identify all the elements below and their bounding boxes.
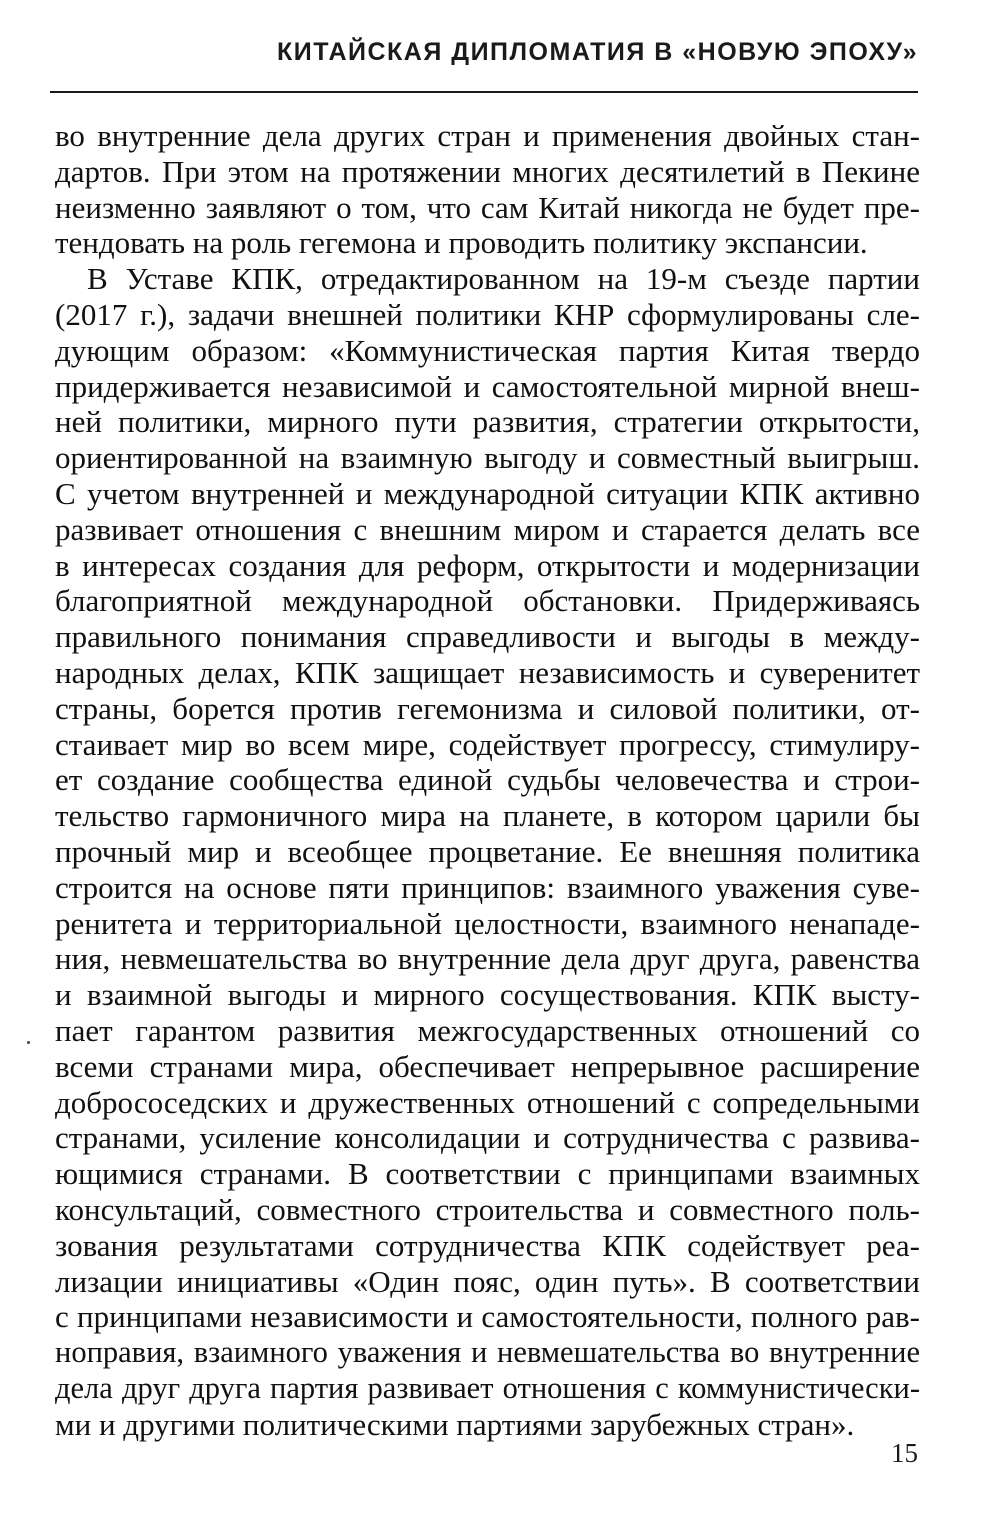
text-line: дующим образом: «Коммунистическая партия Китая твердо xyxy=(55,332,920,368)
text-line: в интересах создания для реформ, открытости и модернизации xyxy=(55,547,920,583)
text-line: В Уставе КПК, отредактированном на 19-м съезде партии xyxy=(87,261,920,297)
text-line: правильного понимания справедливости и выгоды в между- xyxy=(55,619,920,655)
text-line: ми и другими политическими партиями зарубежных стран». xyxy=(55,1406,855,1442)
text-line: консультаций, совместного строительства и совместного поль- xyxy=(55,1191,920,1227)
text-line: ющимися странами. В соответствии с принципами взаимных xyxy=(55,1156,920,1192)
text-line: ориентированной на взаимную выгоду и совместный выигрыш. xyxy=(55,440,920,476)
text-line: строится на основе пяти принципов: взаимного уважения суве- xyxy=(55,869,920,905)
text-line: дела друг друга партия развивает отношения с коммунистически- xyxy=(55,1370,920,1405)
text-line: страны, борется против гегемонизма и силовой политики, от- xyxy=(55,690,920,726)
header-rule xyxy=(50,91,918,93)
text-line: ренитета и территориальной целостности, взаимного ненападе- xyxy=(55,905,920,941)
page-number: 15 xyxy=(891,1438,918,1468)
text-line: ния, невмешательства во внутренние дела друг друга, равенства xyxy=(55,941,920,977)
text-line: добрососедских и дружественных отношений с сопредельными xyxy=(55,1084,920,1120)
text-line: всеми странами мира, обеспечивает непрерывное расширение xyxy=(55,1048,920,1084)
text-line: и взаимной выгоды и мирного сосуществования. КПК высту- xyxy=(55,977,920,1013)
text-line: ноправия, взаимного уважения и невмешательства во внутренние xyxy=(55,1335,920,1370)
text-line: тендовать на роль гегемона и проводить политику экспансии. xyxy=(55,225,868,261)
text-line: пает гарантом развития межгосударственных отношений со xyxy=(55,1012,920,1048)
text-line: лизации инициативы «Один пояс, один путь». В соответствии xyxy=(55,1263,920,1299)
text-line: странами, усиление консолидации и сотрудничества с развива- xyxy=(55,1120,920,1156)
text-line: народных делах, КПК защищает независимость и суверенитет xyxy=(55,654,920,690)
margin-speck xyxy=(27,1041,30,1044)
text-line: стаивает мир во всем мире, содействует прогрессу, стимулиру- xyxy=(55,726,920,762)
text-line: прочный мир и всеобщее процветание. Ее внешняя политика xyxy=(55,833,920,869)
text-line: ней политики, мирного пути развития, стратегии открытости, xyxy=(55,404,920,440)
text-line: с принципами независимости и самостоятельности, полного рав- xyxy=(55,1299,920,1335)
text-line: тельство гармоничного мира на планете, в котором царили бы xyxy=(55,798,920,834)
text-line: (2017 г.), задачи внешней политики КНР сформулированы сле- xyxy=(55,296,920,332)
text-line: неизменно заявляют о том, что сам Китай никогда не будет пре- xyxy=(55,189,920,225)
body-text xyxy=(55,118,920,1442)
text-line: придерживается независимой и самостоятельной мирной внеш- xyxy=(55,368,920,404)
text-line: ет создание сообщества единой судьбы человечества и строи- xyxy=(55,762,920,798)
text-line: дартов. При этом на протяжении многих десятилетий в Пекине xyxy=(55,153,920,189)
text-line: благоприятной международной обстановки. Придерживаясь xyxy=(55,583,920,619)
text-line: во внутренние дела других стран и применения двойных стан- xyxy=(55,118,920,153)
running-header-title: КИТАЙСКАЯ ДИПЛОМАТИЯ В «НОВУЮ ЭПОХУ» xyxy=(277,38,918,66)
text-line: зования результатами сотрудничества КПК содействует реа- xyxy=(55,1227,920,1263)
text-line: развивает отношения с внешним миром и старается делать все xyxy=(55,511,920,547)
text-line: С учетом внутренней и международной ситуации КПК активно xyxy=(55,475,920,511)
